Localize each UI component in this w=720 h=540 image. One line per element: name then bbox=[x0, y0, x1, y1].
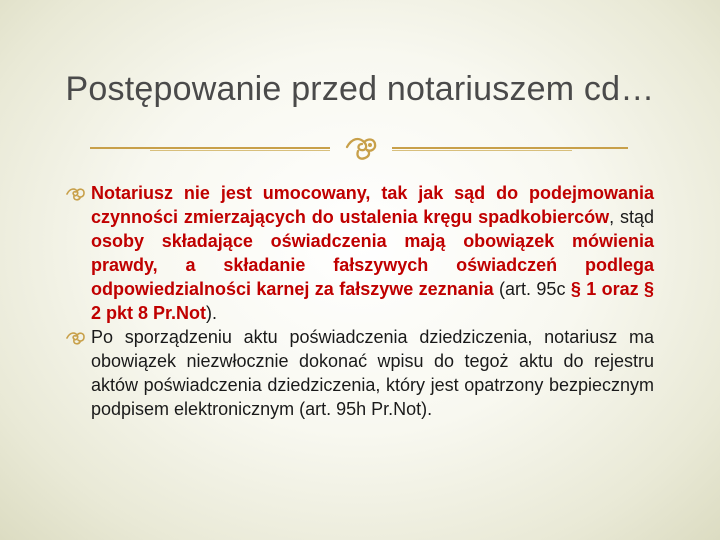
bullet-text-part: ). bbox=[206, 303, 218, 323]
bullet-text-part: osoby składające oświadczenia mają obowiązek mówienia prawdy, a składanie fałszywych oświadczeń podlega odpowiedzialności karnej za fałszywe zeznania bbox=[91, 231, 654, 299]
bullet-list bbox=[64, 181, 654, 421]
bullet-item bbox=[64, 181, 654, 325]
title-divider-left bbox=[90, 147, 330, 149]
fleuron-bullet-icon bbox=[66, 187, 85, 201]
bullet-text-part: , stąd bbox=[609, 207, 654, 227]
bullet-text-part: (art. 95c bbox=[493, 279, 571, 299]
title-divider-right-thin bbox=[392, 150, 572, 151]
bullet-text-part: § 1 oraz § 2 pkt 8 Pr.Not bbox=[91, 279, 655, 323]
fleuron-bullet-icon bbox=[66, 331, 85, 345]
slide-title: Postępowanie przed notariuszem cd… bbox=[65, 69, 655, 108]
bullet-item bbox=[64, 325, 654, 421]
bullet-text-part: Po sporządzeniu aktu poświadczenia dziedziczenia, notariusz ma obowiązek niezwłocznie dokonać wpisu do tegoż aktu do rejestru aktów poświadczenia dziedziczenia, który jest opatrzony bezpiecznym podpisem elektronicznym (art. 95h Pr.Not). bbox=[91, 327, 654, 419]
bullet-text-part: Notariusz nie jest umocowany, tak jak sąd do podejmowania czynności zmierzających do ustalenia kręgu spadkobierców bbox=[91, 183, 654, 227]
fleuron-icon bbox=[344, 133, 378, 163]
title-divider-left-thin bbox=[150, 150, 330, 151]
title-divider-right bbox=[392, 147, 628, 149]
